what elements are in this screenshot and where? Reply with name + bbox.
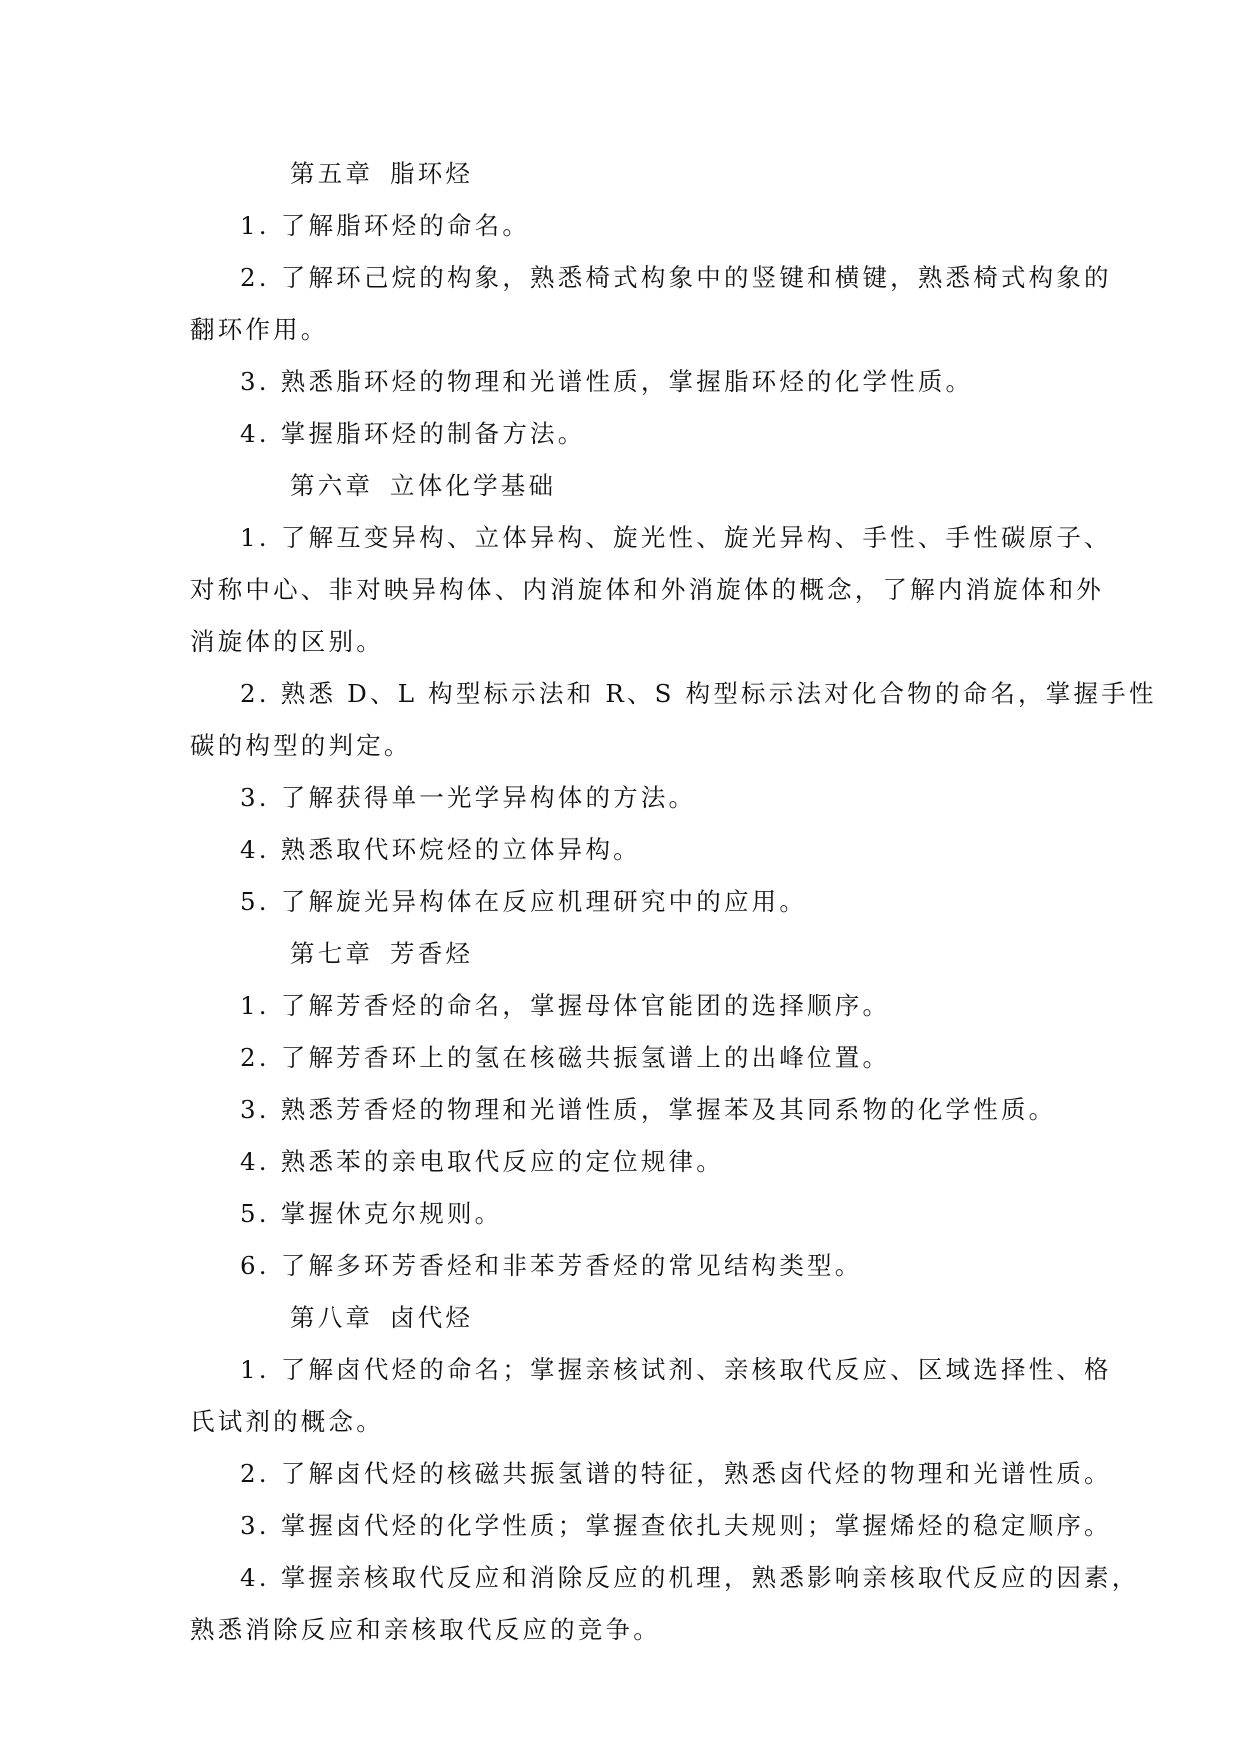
chapter-title: 芳香烃 (390, 939, 474, 968)
paragraph-continuation: 熟悉消除反应和亲核取代反应的竞争。 (190, 1615, 661, 1644)
paragraph-line: 2. 了解芳香环上的氢在核磁共振氢谱上的出峰位置。 (240, 1043, 891, 1072)
paragraph-line: 4. 掌握脂环烃的制备方法。 (240, 419, 586, 448)
chapter-title: 立体化学基础 (390, 471, 557, 500)
paragraph-line: 1. 了解互变异构、立体异构、旋光性、旋光异构、手性、手性碳原子、 (240, 523, 1112, 552)
chapter-title: 卤代烃 (390, 1303, 474, 1332)
paragraph-continuation: 消旋体的区别。 (190, 627, 384, 656)
paragraph-continuation: 对称中心、非对映异构体、内消旋体和外消旋体的概念，了解内消旋体和外 (190, 575, 1105, 604)
chapter-number: 第七章 (290, 939, 374, 968)
paragraph-line: 3. 熟悉脂环烃的物理和光谱性质，掌握脂环烃的化学性质。 (240, 367, 974, 396)
paragraph-line: 4. 熟悉取代环烷烃的立体异构。 (240, 835, 641, 864)
chapter-number: 第六章 (290, 471, 374, 500)
paragraph-line: 2. 了解卤代烃的核磁共振氢谱的特征，熟悉卤代烃的物理和光谱性质。 (240, 1459, 1112, 1488)
chapter-heading (190, 1292, 1020, 1344)
document-body (190, 148, 1157, 1656)
chapter-title: 脂环烃 (390, 159, 474, 188)
paragraph-continuation: 翻环作用。 (190, 315, 329, 344)
chapter-heading (190, 460, 1020, 512)
paragraph-line: 6. 了解多环芳香烃和非苯芳香烃的常见结构类型。 (240, 1251, 863, 1280)
paragraph-line: 1. 了解芳香烃的命名，掌握母体官能团的选择顺序。 (240, 991, 891, 1020)
chapter-number: 第五章 (290, 159, 374, 188)
paragraph-line: 3. 掌握卤代烃的化学性质；掌握查依扎夫规则；掌握烯烃的稳定顺序。 (240, 1511, 1112, 1540)
paragraph-line: 4. 熟悉苯的亲电取代反应的定位规律。 (240, 1147, 724, 1176)
paragraph-line: 5. 掌握休克尔规则。 (240, 1199, 503, 1228)
paragraph-continuation: 碳的构型的判定。 (190, 731, 412, 760)
paragraph-line: 3. 熟悉芳香烃的物理和光谱性质，掌握苯及其同系物的化学性质。 (240, 1095, 1057, 1124)
paragraph-line: 1. 了解脂环烃的命名。 (240, 211, 531, 240)
paragraph-line: 3. 了解获得单一光学异构体的方法。 (240, 783, 697, 812)
paragraph-line: 2. 熟悉 D、L 构型标示法和 R、S 构型标示法对化合物的命名，掌握手性 (240, 679, 1157, 708)
paragraph-line: 5. 了解旋光异构体在反应机理研究中的应用。 (240, 887, 808, 916)
paragraph-line: 4. 掌握亲核取代反应和消除反应的机理，熟悉影响亲核取代反应的因素， (240, 1563, 1140, 1592)
chapter-heading (190, 928, 1020, 980)
paragraph-line: 1. 了解卤代烃的命名；掌握亲核试剂、亲核取代反应、区域选择性、格 (240, 1355, 1112, 1384)
paragraph-line: 2. 了解环己烷的构象，熟悉椅式构象中的竖键和横键，熟悉椅式构象的 (240, 263, 1112, 292)
chapter-number: 第八章 (290, 1303, 374, 1332)
chapter-heading (190, 148, 1020, 200)
paragraph-continuation: 氏试剂的概念。 (190, 1407, 384, 1436)
